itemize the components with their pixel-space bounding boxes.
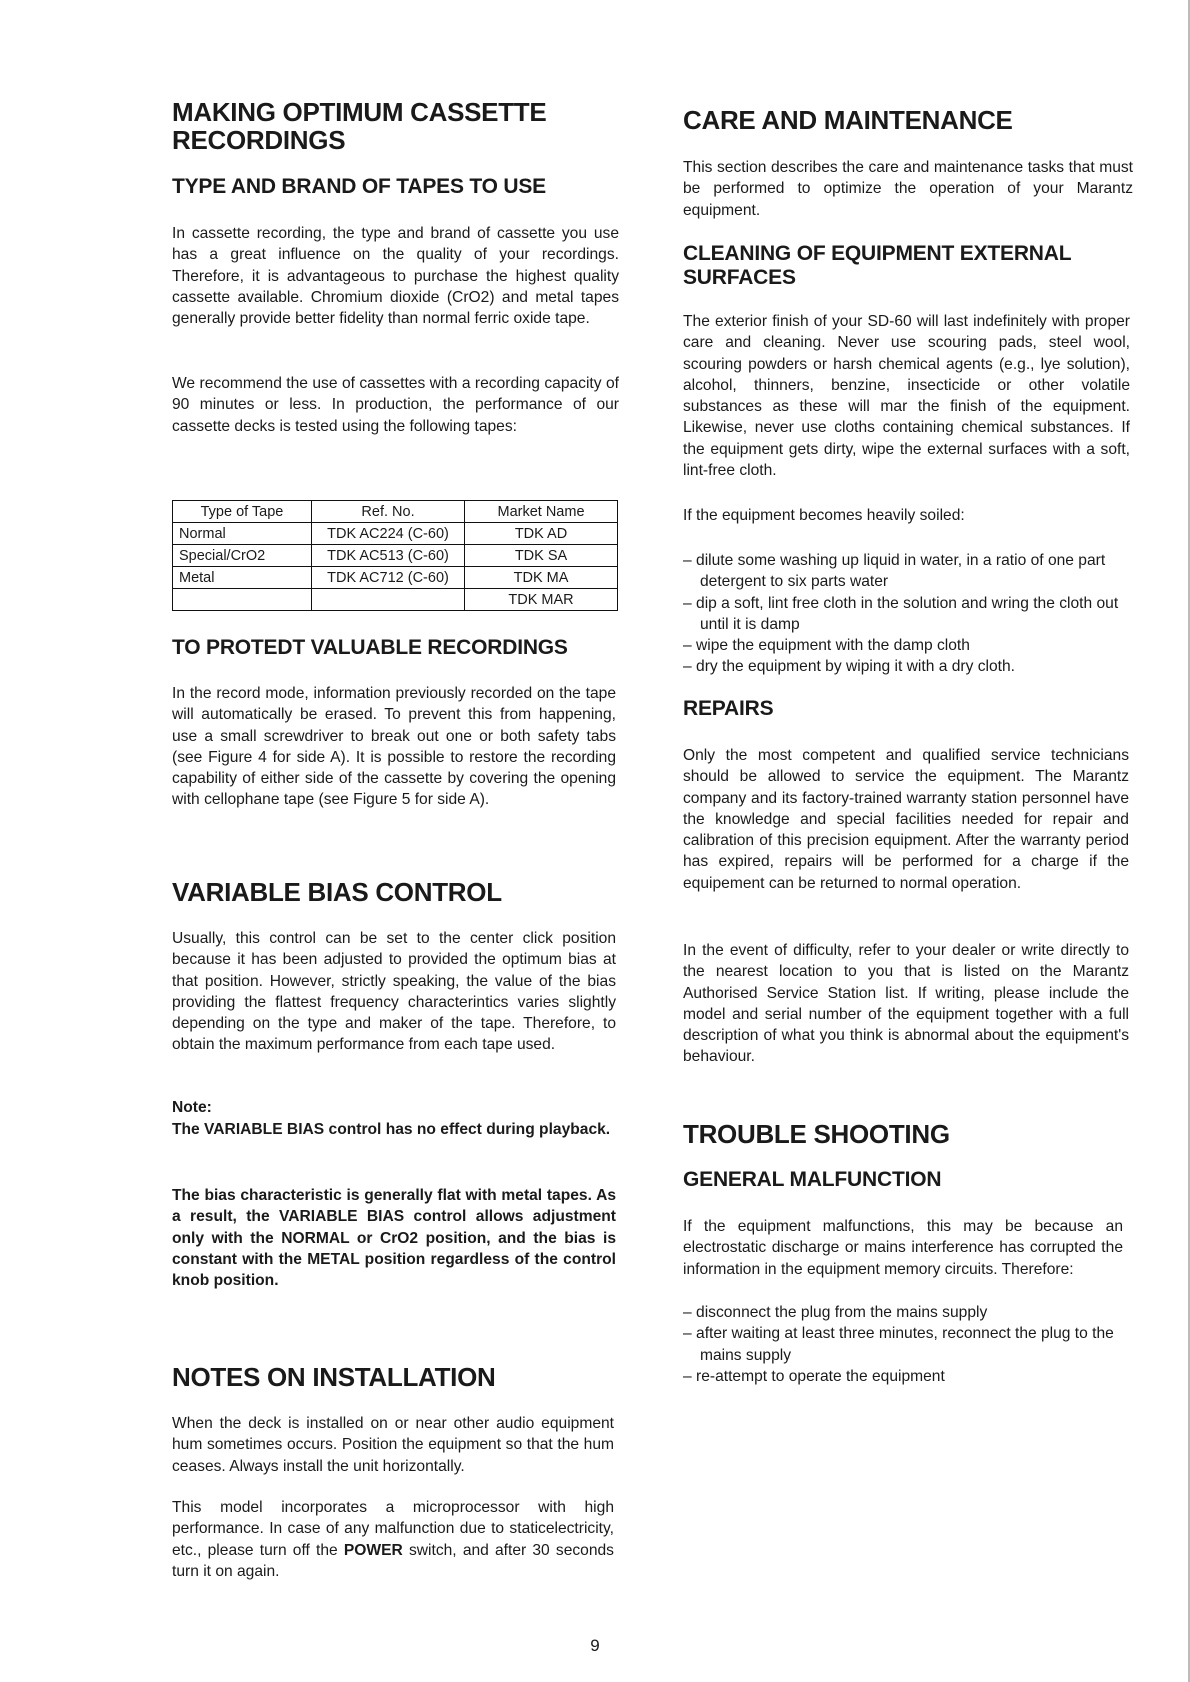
table-cell [173, 589, 312, 611]
page-number: 9 [590, 1636, 600, 1655]
table-header-row [173, 501, 618, 523]
heading-protect: TO PROTEDT VALUABLE RECORDINGS [172, 636, 568, 659]
table-cell: TDK AD [465, 523, 618, 545]
para-install-2-end: switch, and after 30 seconds turn it on again. [172, 1541, 614, 1580]
cleaning-steps [683, 550, 1130, 678]
list-item: – dry the equipment by wiping it with a dry cloth. [683, 656, 1130, 677]
table-header: Type of Tape [173, 501, 312, 523]
note-label: Note: [172, 1099, 212, 1116]
list-item: – wipe the equipment with the damp cloth [683, 635, 1130, 656]
para-repairs-2: In the event of difficulty, refer to your dealer or write directly to the nearest location to you that is listed on the Marantz Authorised Service Station list. If writing, please include the model and serial number of the equipment together with a full description of what you think is abnormal about the equipment's behaviour. [683, 942, 1129, 1066]
table-cell: Metal [173, 567, 312, 589]
heading-care: CARE AND MAINTENANCE [683, 105, 1013, 135]
list-item: – dilute some washing up liquid in water, in a ratio of one part detergent to six parts water [683, 550, 1130, 593]
table-cell: TDK AC513 (C-60) [312, 545, 465, 567]
power-switch-label: POWER [343, 1541, 403, 1559]
para-install-2-start: This model incorporates a microprocessor with high performance. In case of any malfunction due to staticelectricity, etc., please turn off the [172, 1499, 614, 1559]
para-general: If the equipment malfunctions, this may be because an electrostatic discharge or mains interference has corrupted the information in the equipment memory circuits. Therefore: [683, 1218, 1123, 1278]
list-item: – after waiting at least three minutes, reconnect the plug to the mains supply [683, 1323, 1123, 1366]
heading-variable-bias: VARIABLE BIAS CONTROL [172, 877, 502, 907]
para-type-2: We recommend the use of cassettes with a recording capacity of 90 minutes or less. In production, the performance of our cassette decks is tested using the following tapes: [172, 375, 619, 435]
table-header: Market Name [465, 501, 618, 523]
para-install-2 [172, 1497, 614, 1582]
tape-table [172, 500, 618, 611]
table-row [173, 567, 618, 589]
heading-general-malfunction: GENERAL MALFUNCTION [683, 1168, 942, 1191]
heading-repairs: REPAIRS [683, 697, 774, 720]
table-cell: Normal [173, 523, 312, 545]
para-protect: In the record mode, information previously recorded on the tape will automatically be erased. To prevent this from happening, use a small screwdriver to break out one or both safety tabs (see Figure 4 for side A). It is possible to restore the recording capability of either side of the cassette by covering the opening with cellophane tape (see Figure 5 for side A). [172, 685, 616, 809]
table-cell: TDK AC712 (C-60) [312, 567, 465, 589]
para-type-1: In cassette recording, the type and brand of cassette you use has a great influence on the quality of your recordings. Therefore, it is advantageous to purchase the highest quality cassette available. Chromium dioxide (CrO2) and metal tapes generally provide better fidelity than normal ferric oxide tape. [172, 225, 619, 328]
table-row [173, 589, 618, 611]
para-repairs-1: Only the most competent and qualified service technicians should be allowed to service the equipment. The Marantz company and its factory-trained warranty station personnel have the knowledge and special facilities needed for repair and calibration of this precision equipment. After the warranty period has expired, repairs will be performed for a charge if the equipement can be returned to normal operation. [683, 747, 1129, 892]
table-header: Ref. No. [312, 501, 465, 523]
para-bias-metal: The bias characteristic is generally flat with metal tapes. As a result, the VARIABLE BIAS control allows adjustment only with the NORMAL or CrO2 position, and the bias is constant with the METAL position regardless of the control knob position. [172, 1187, 616, 1290]
heading-cleaning: CLEANING OF EQUIPMENT EXTERNAL SURFACES [683, 242, 1071, 289]
table-cell: TDK MA [465, 567, 618, 589]
table-row [173, 545, 618, 567]
para-care: This section describes the care and maintenance tasks that must be performed to optimize the operation of your Marantz equipment. [683, 159, 1133, 219]
heading-making-optimum: MAKING OPTIMUM CASSETTE RECORDINGS [172, 97, 547, 155]
para-cleaning: The exterior finish of your SD-60 will last indefinitely with proper care and cleaning. Never use scouring pads, steel wool, scouring powders or harsh chemical agents (e.g., lye solution), alcohol, thinners, benzine, insecticide or other volatile substances as these will mar the finish of the equipment. Likewise, never use cloths containing chemical substances. If the equipment gets dirty, wipe the external surfaces with a soft, lint-free cloth. [683, 313, 1130, 480]
para-bias: Usually, this control can be set to the center click position because it has been adjusted to provided the optimum bias at that position. However, strictly speaking, the value of the bias providing the flattest frequency characterintics varies slightly depending on the type and maker of the tape. Therefore, to obtain the maximum performance from each tape used. [172, 930, 616, 1054]
general-steps [683, 1302, 1123, 1387]
table-row [173, 523, 618, 545]
table-cell: Special/CrO2 [173, 545, 312, 567]
table-cell: TDK AC224 (C-60) [312, 523, 465, 545]
para-soiled: If the equipment becomes heavily soiled: [683, 507, 965, 524]
para-install-1: When the deck is installed on or near other audio equipment hum sometimes occurs. Position the equipment so that the hum ceases. Always install the unit horizontally. [172, 1415, 614, 1475]
heading-type-brand: TYPE AND BRAND OF TAPES TO USE [172, 175, 546, 198]
list-item: – dip a soft, lint free cloth in the solution and wring the cloth out until it is damp [683, 593, 1130, 636]
list-item: – disconnect the plug from the mains supply [683, 1302, 1123, 1323]
table-cell: TDK SA [465, 545, 618, 567]
heading-trouble: TROUBLE SHOOTING [683, 1119, 950, 1149]
heading-installation: NOTES ON INSTALLATION [172, 1362, 496, 1392]
list-item: – re-attempt to operate the equipment [683, 1366, 1123, 1387]
table-cell [312, 589, 465, 611]
note-text: The VARIABLE BIAS control has no effect during playback. [172, 1121, 611, 1138]
table-cell: TDK MAR [465, 589, 618, 611]
